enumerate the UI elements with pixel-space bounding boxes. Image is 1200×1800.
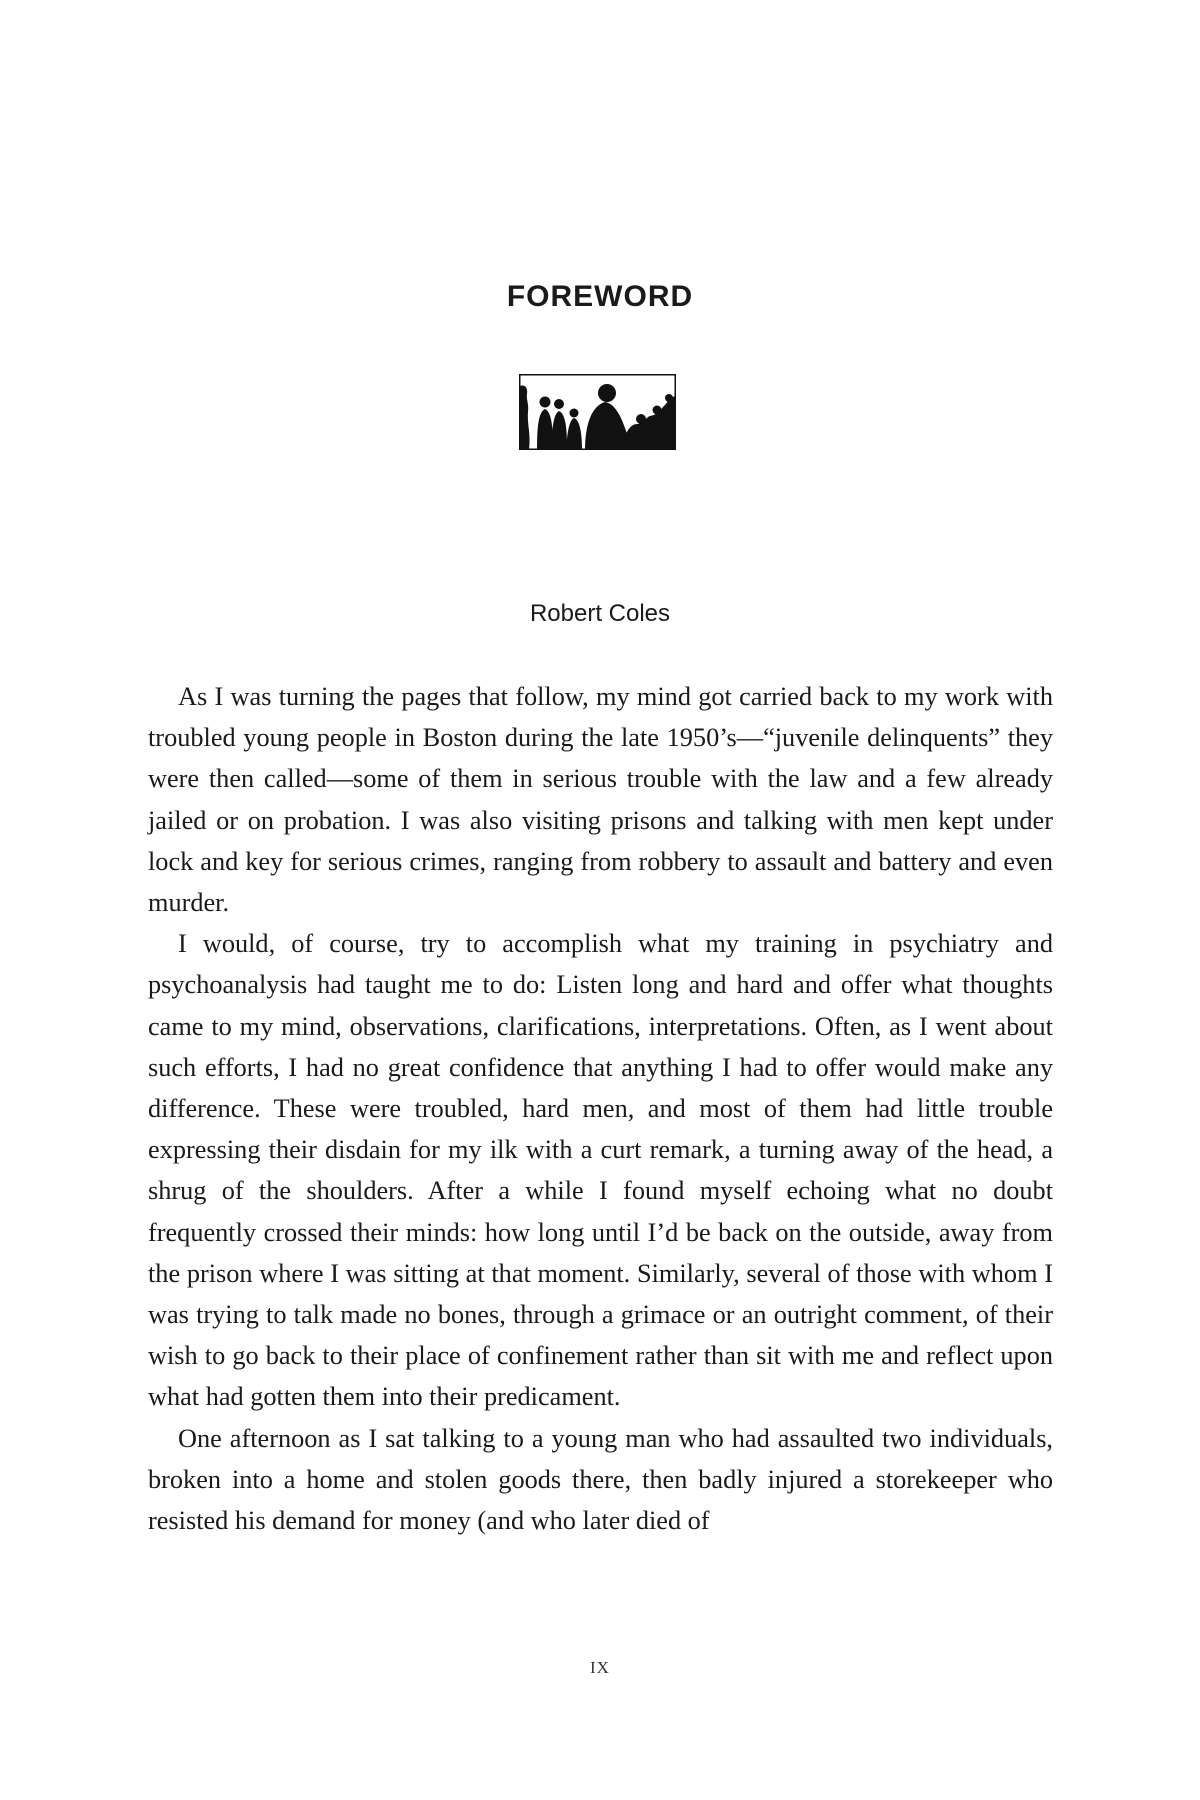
paragraph-2: I would, of course, try to accomplish what my training in psychiatry and psychoanalysis had taught me to do: Listen long and hard and offer what thoughts came to my mind, observations, clarifications, interpretations. Often, as I went about such efforts, I had no great confidence that anything I had to offer would make any difference. These were troubled, hard men, and most of them had little trouble expressing their disdain for my ilk with a curt remark, a turning away of the head, a shrug of the shoulders. After a while I found myself echoing what no doubt frequently crossed their minds: how long until I’d be back on the outside, away from the prison where I was sitting at that moment. Similarly, several of those with whom I was trying to talk made no bones, through a grimace or an outright comment, of their wish to go back to their place of confinement rather than sit with me and reflect upon what had gotten them into their predicament.: [148, 929, 1053, 1412]
paragraph-3: One afternoon as I sat talking to a young man who had assaulted two individuals, broken into a home and stolen goods there, then badly injured a storekeeper who resisted his demand for money (and who later died of: [148, 1423, 1053, 1536]
chapter-title: FOREWORD: [506, 280, 694, 313]
paragraph-1: As I was turning the pages that follow, my mind got carried back to my work with troubled young people in Boston during the late 1950’s—“juvenile delinquents” they were then called—some of them in serious trouble with the law and a few already jailed or on probation. I was also visiting prisons and talking with men kept under lock and key for serious crimes, ranging from robbery to assault and battery and even murder.: [148, 682, 1053, 918]
author-byline: Robert Coles: [529, 600, 671, 627]
page-number: IX: [590, 1658, 610, 1677]
silhouette-emblem: [519, 374, 676, 450]
foreword-body: [148, 676, 1053, 1541]
